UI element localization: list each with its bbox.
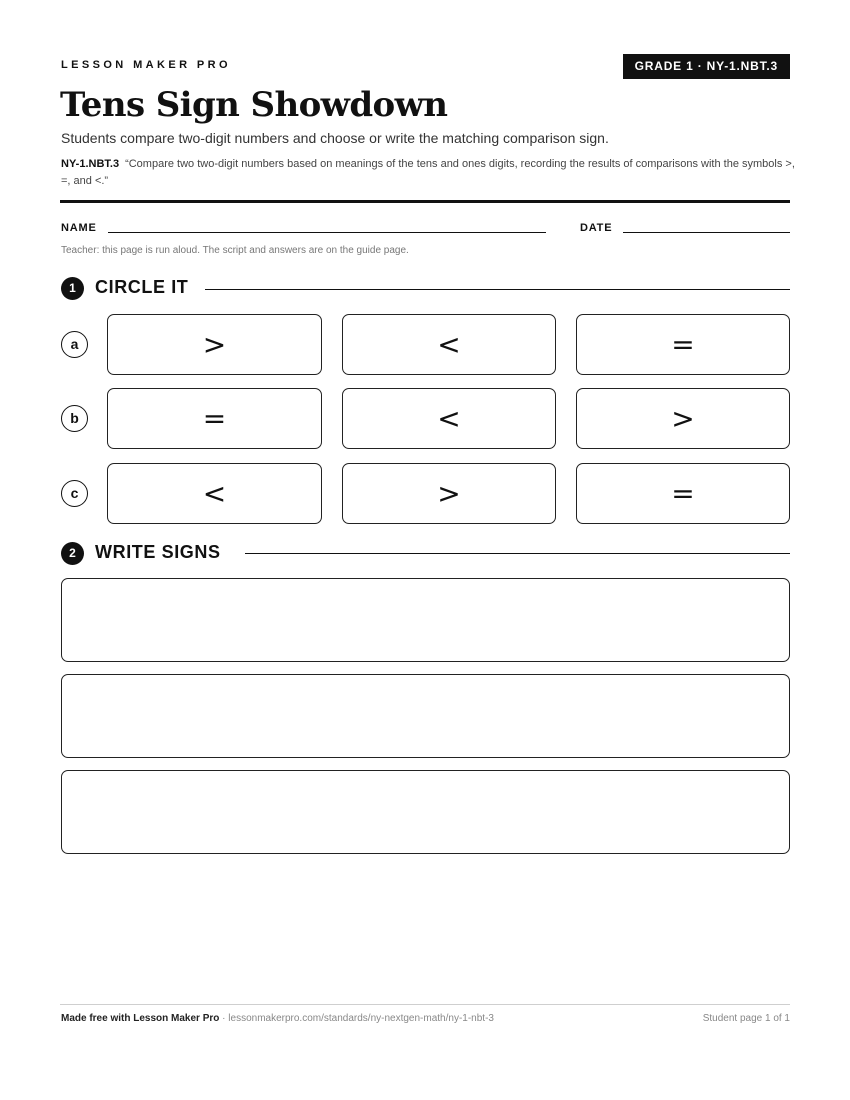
sign-choice[interactable]: > [342,463,556,524]
footer-divider [60,1004,790,1005]
date-field[interactable] [623,232,790,233]
write-sign-box[interactable] [61,578,790,662]
row-label-a: a [61,331,88,358]
sign-choice[interactable]: < [342,314,556,375]
footer-separator: · [219,1013,229,1024]
section-1-rule [205,289,790,290]
footer-made-with: Made free with Lesson Maker Pro [61,1013,220,1024]
sign-choice[interactable]: = [576,314,790,375]
sign-choice[interactable]: = [107,388,322,449]
name-field[interactable] [108,232,546,233]
name-label: NAME [61,222,97,234]
brand-name: LESSON MAKER PRO [61,59,231,71]
section-2-number: 2 [61,542,84,565]
page-subtitle: Students compare two-digit numbers and choose or write the matching comparison sign. [61,130,609,146]
page-title: Tens Sign Showdown [60,85,448,125]
section-1-number: 1 [61,277,84,300]
sign-choice[interactable]: > [107,314,322,375]
write-sign-box[interactable] [61,674,790,758]
standard-code: NY-1.NBT.3 [61,158,120,170]
sign-choice[interactable]: > [576,388,790,449]
write-sign-box[interactable] [61,770,790,854]
section-2-title: WRITE SIGNS [95,542,229,563]
footer-url[interactable]: lessonmakerpro.com/standards/ny-nextgen-math/ny-1-nbt-3 [228,1013,494,1024]
standard-text: “Compare two two-digit numbers based on meanings of the tens and ones digits, recording the results of comparisons with the symbols >, =, and <.” [61,158,795,187]
teacher-note: Teacher: this page is run aloud. The script and answers are on the guide page. [61,245,409,256]
page-indicator: Student page 1 of 1 [702,1013,790,1024]
sign-choice[interactable]: = [576,463,790,524]
row-label-b: b [61,405,88,432]
footer-credit [61,1013,494,1024]
section-1-title: CIRCLE IT [95,277,196,298]
sign-choice[interactable]: < [107,463,322,524]
standard-description [61,156,796,190]
grade-standard-badge: GRADE 1 · NY-1.NBT.3 [623,54,790,79]
sign-choice[interactable]: < [342,388,556,449]
section-2-rule [245,553,790,554]
date-label: DATE [580,222,613,234]
header-divider [60,200,790,203]
row-label-c: c [61,480,88,507]
